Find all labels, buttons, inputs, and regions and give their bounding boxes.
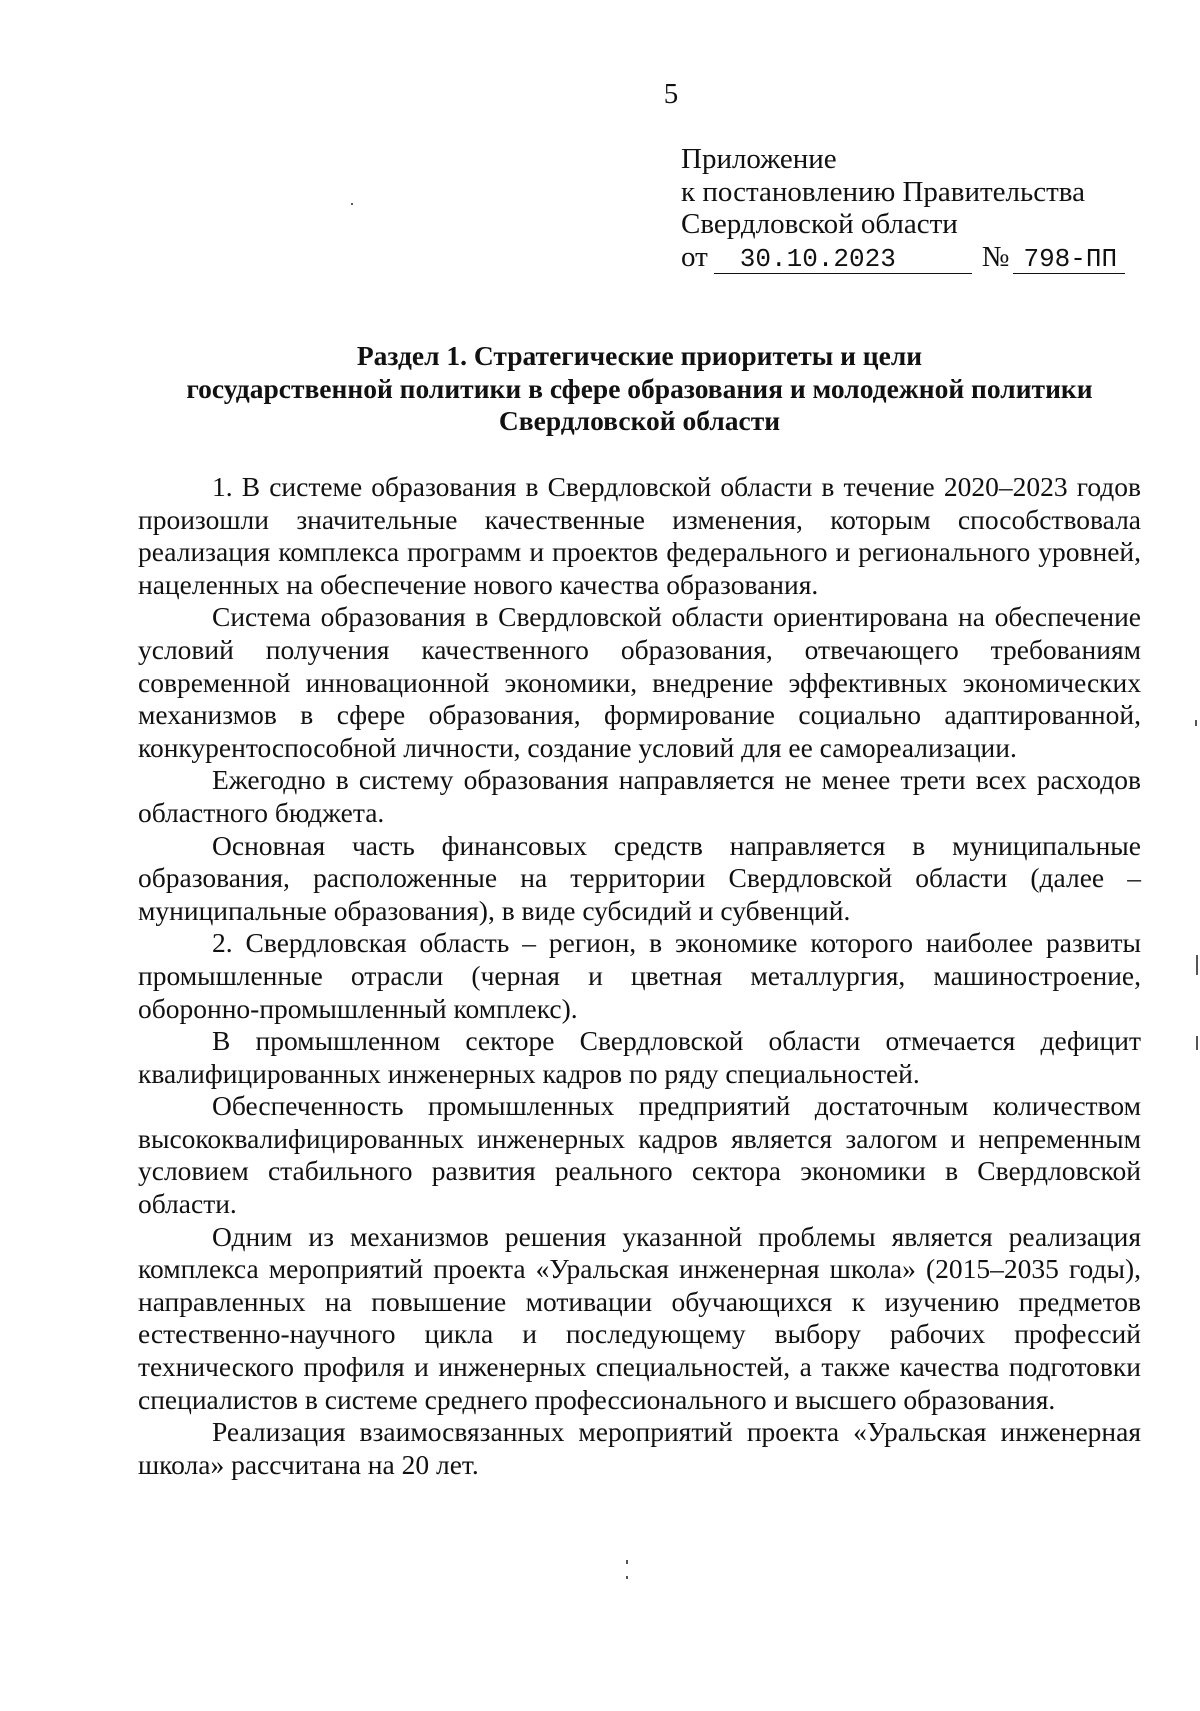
paragraph: 2. Свердловская область – регион, в экономике которого наиболее развиты промышленные отрасли (черная и цветная металлургия, машиностроение, оборонно-промышленный комплекс). [138,927,1141,1024]
number-label: № [981,240,1010,273]
resolution-number: 798-ПП [1013,246,1125,274]
paragraph: Одним из механизмов решения указанной проблемы является реализация комплекса мероприятий проекта «Уральская инженерная школа» (2015–2035 годы), направленных на повышение мотивации обучающихся к изучению предметов естественно-научного цикла и последующему выбору рабочих профессий технического профиля и инженерных специальностей, а также качества подготовки специалистов в системе среднего профессионального и высшего образования. [138,1220,1141,1415]
scan-speck [1196,1036,1198,1050]
page-number: 5 [663,78,679,110]
appendix-date-number-line [681,241,1125,274]
paragraph: Реализация взаимосвязанных мероприятий проекта «Уральская инженерная школа» рассчитана на 20 лет. [138,1416,1141,1480]
section-title [138,340,1141,438]
paragraph: Ежегодно в систему образования направляется не менее трети всех расходов областного бюджета. [138,764,1141,828]
appendix-block [681,143,1125,274]
section-title-line-2: государственной политики в сфере образования и молодежной политики [186,372,1093,404]
paragraph: 1. В системе образования в Свердловской области в течение 2020–2023 годов произошли значительные качественные изменения, которым способствовала реализация комплекса программ и проектов федерального и регионального уровней, нацеленных на обеспечение нового качества образования. [138,471,1141,600]
paragraph: Основная часть финансовых средств направляется в муниципальные образования, расположенные на территории Свердловской области (далее – муниципальные образования), в виде субсидий и субвенций. [138,829,1141,926]
section-title-line-1: Раздел 1. Стратегические приоритеты и цели [356,340,923,371]
scan-speck [626,1576,628,1579]
appendix-title: Приложение [681,143,837,175]
paragraph: Обеспеченность промышленных предприятий достаточным количеством высококвалифицированных инженерных кадров является залогом и непременным условием стабильного развития реального сектора экономики в Свердловской области. [138,1090,1141,1220]
appendix-region-line: Свердловской области [681,208,958,240]
appendix-resolution-line: к постановлению Правительства [681,175,1085,208]
from-label: от [681,240,708,273]
section-title-line-3: Свердловской области [498,405,781,436]
document-body [138,471,1141,1481]
resolution-date: 30.10.2023 [714,246,972,274]
scan-speck [351,203,353,205]
scan-speck [1196,955,1198,975]
scan-speck [626,1560,628,1564]
paragraph: Система образования в Свердловской области ориентирована на обеспечение условий получения качественного образования, отвечающего требованиям современной инновационной экономики, внедрение эффективных экономических механизмов в сфере образования, формирование социально адаптированной, конкурентоспособной личности, создание условий для ее самореализации. [138,601,1141,763]
paragraph: В промышленном секторе Свердловской области отмечается дефицит квалифицированных инженерных кадров по ряду специальностей. [138,1025,1141,1089]
scan-speck [1195,720,1197,726]
